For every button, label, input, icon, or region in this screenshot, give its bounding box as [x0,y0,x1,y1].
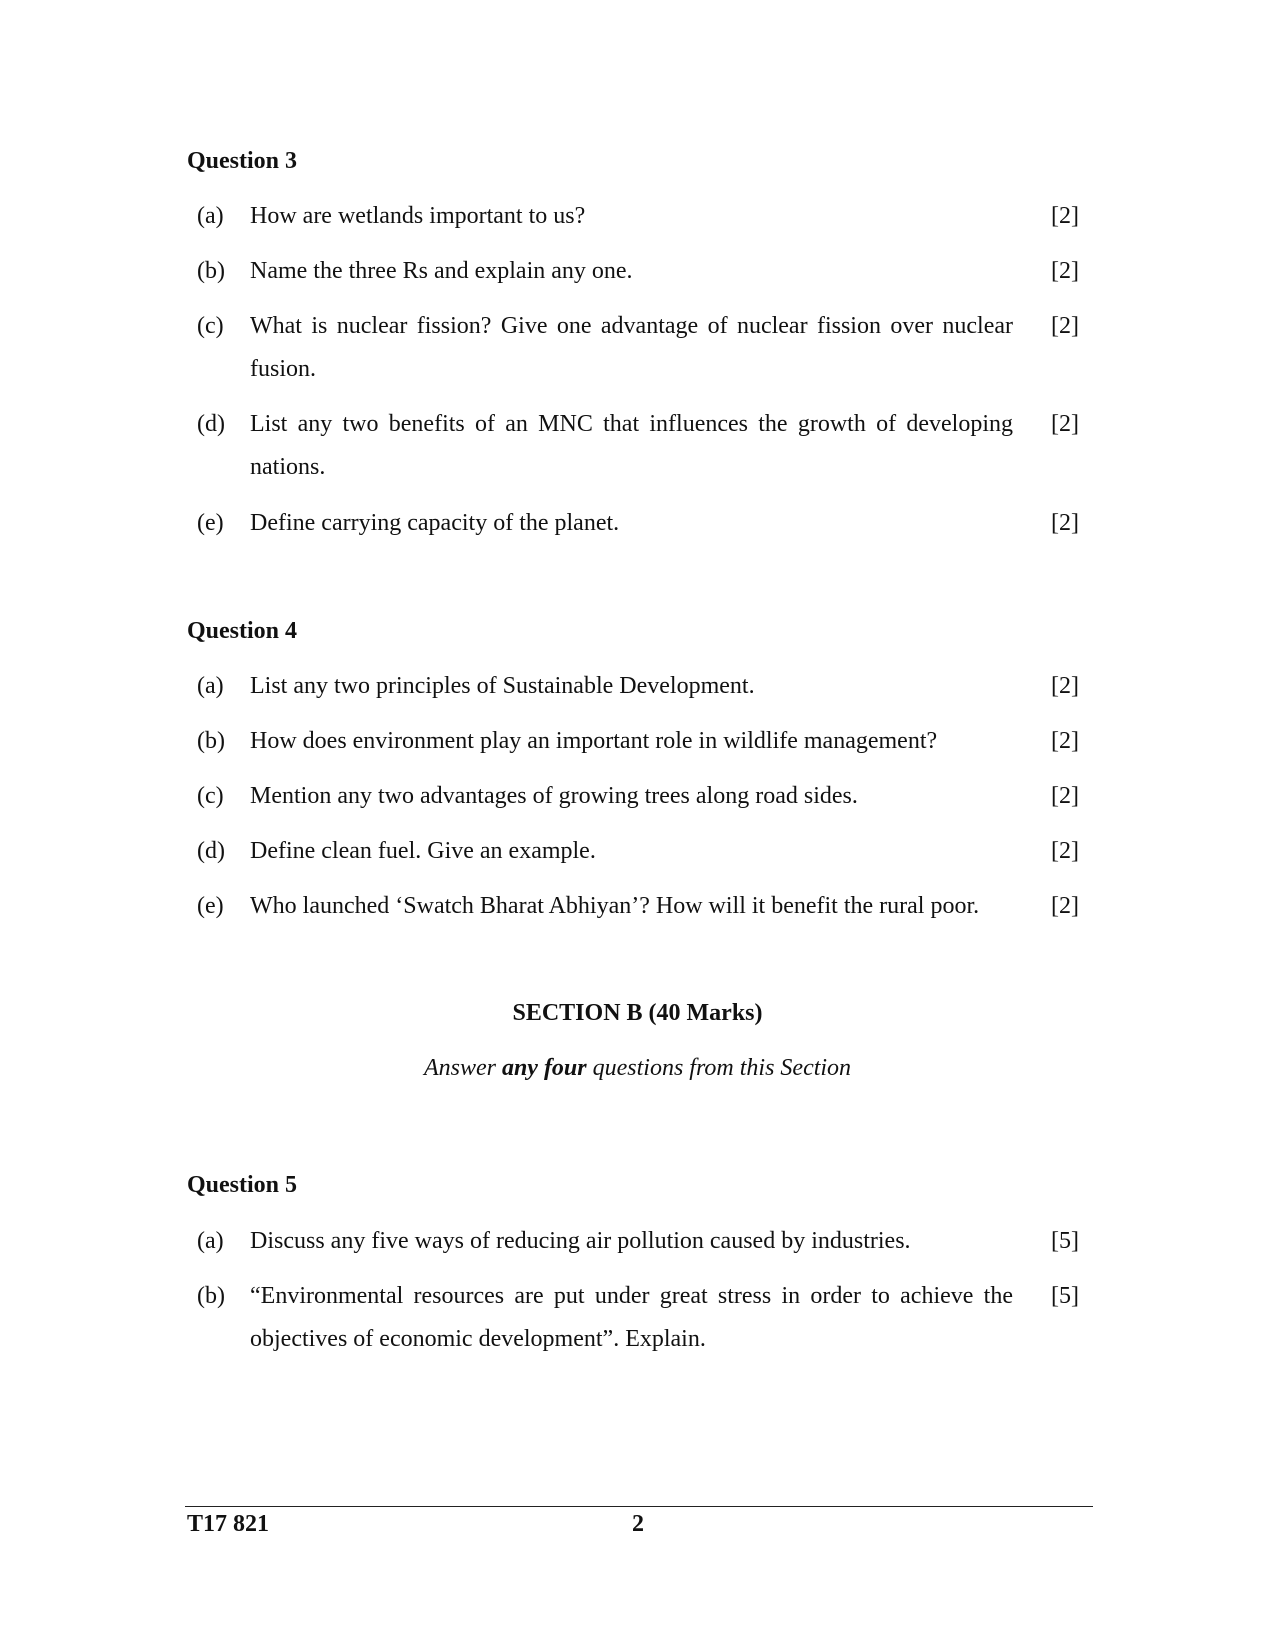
item-marks: [5] [1051,1228,1079,1254]
item-label: (b) [197,1283,225,1309]
item-text: Define carrying capacity of the planet. [250,510,620,536]
item-label: (e) [197,510,224,536]
paper-code: T17 821 [187,1511,270,1537]
item-label: (c) [197,313,224,339]
item-label: (a) [197,1228,224,1254]
item-marks: [2] [1051,783,1079,809]
question-3c [197,305,1079,391]
item-text: Discuss any five ways of reducing air pollution caused by industries. [250,1228,911,1254]
item-text: List any two benefits of an MNC that influences the growth of developing nations. [250,411,1013,480]
item-marks: [2] [1051,203,1079,229]
question-4a [197,665,1079,708]
instruction-text: questions from this Section [586,1055,852,1081]
item-marks: [2] [1051,510,1079,536]
item-text: Mention any two advantages of growing trees along road sides. [250,783,858,809]
item-marks: [5] [1051,1283,1079,1309]
question-3b [197,250,1079,293]
item-text: Name the three Rs and explain any one. [250,258,633,284]
item-text: “Environmental resources are put under great stress in order to achieve the objectives of economic development”. Explain. [250,1283,1013,1352]
question-4-heading: Question 4 [187,618,298,644]
question-5a [197,1220,1079,1263]
question-4d [197,830,1079,873]
instruction-text: Answer [423,1055,502,1081]
item-marks: [2] [1051,838,1079,864]
item-text: Who launched ‘Swatch Bharat Abhiyan’? How will it benefit the rural poor. [250,893,980,919]
instruction-emphasis: any four [501,1055,587,1081]
question-3a [197,195,1079,238]
item-label: (a) [197,203,224,229]
question-4e [197,885,1079,928]
item-text: What is nuclear fission? Give one advantage of nuclear fission over nuclear fusion. [250,313,1013,382]
question-5b [197,1275,1079,1361]
item-text: List any two principles of Sustainable Development. [250,673,755,699]
question-4b [197,720,1079,763]
item-text: How are wetlands important to us? [250,203,586,229]
item-marks: [2] [1051,258,1079,284]
item-marks: [2] [1051,893,1079,919]
question-5-heading: Question 5 [187,1172,298,1198]
item-marks: [2] [1051,728,1079,754]
page-number: 2 [632,1511,644,1537]
item-text: Define clean fuel. Give an example. [250,838,596,864]
item-label: (b) [197,258,225,284]
item-label: (d) [197,411,225,437]
section-b-title: SECTION B (40 Marks) [512,1000,763,1026]
item-label: (b) [197,728,225,754]
item-marks: [2] [1051,411,1079,437]
item-text: How does environment play an important role in wildlife management? [250,728,938,754]
item-marks: [2] [1051,673,1079,699]
question-4c [197,775,1079,818]
question-3d [197,403,1079,489]
item-label: (e) [197,893,224,919]
item-marks: [2] [1051,313,1079,339]
item-label: (c) [197,783,224,809]
item-label: (d) [197,838,225,864]
section-b-instruction [0,1053,1275,1083]
item-label: (a) [197,673,224,699]
question-3e [197,502,1079,545]
footer-divider [185,1506,1093,1507]
question-3-heading: Question 3 [187,148,298,174]
